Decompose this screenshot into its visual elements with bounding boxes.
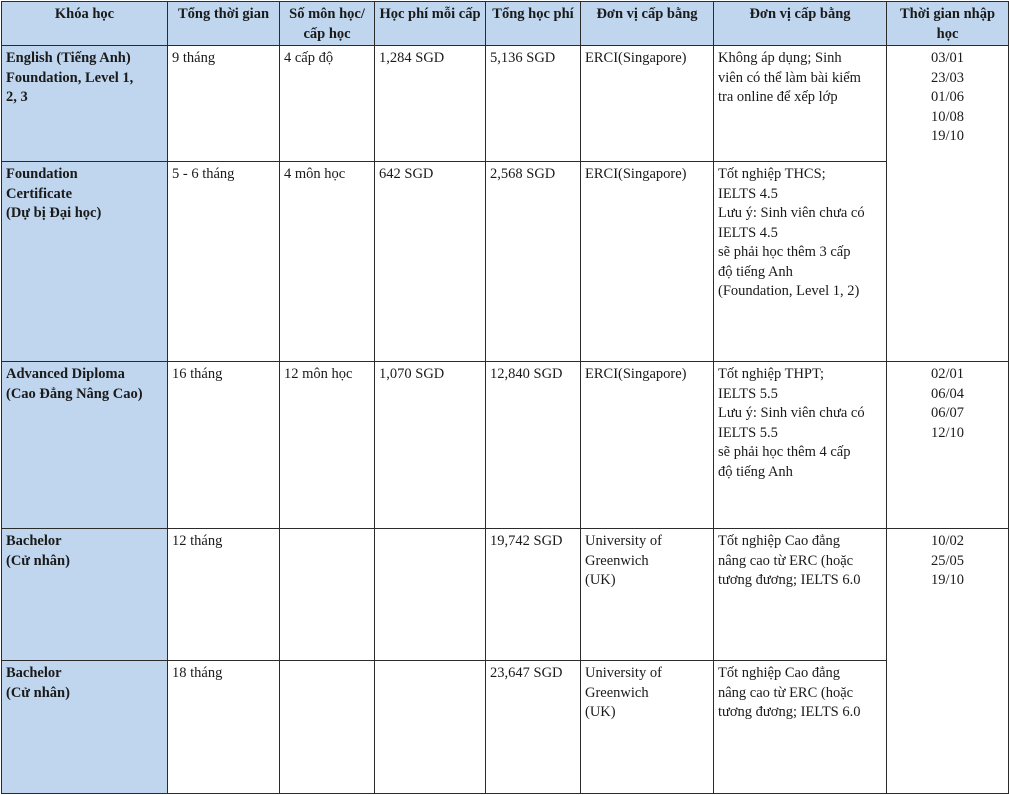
course-name-cell xyxy=(2,529,168,661)
requirement-line: sẽ phải học thêm 3 cấp xyxy=(718,244,851,260)
total-fee-cell: 23,647 SGD xyxy=(486,661,581,794)
intake-date: 02/01 xyxy=(930,366,965,382)
requirement-cell xyxy=(714,362,887,529)
requirement-line: tra online để xếp lớp xyxy=(718,89,838,105)
requirement-line: Tốt nghiệp THPT; xyxy=(718,366,825,382)
requirement-line: IELTS 5.5 xyxy=(718,385,778,402)
requirement-line: sẽ phải học thêm 4 cấp xyxy=(718,444,851,460)
course-name-line: English (Tiếng Anh) xyxy=(6,50,131,66)
awarding-line: (UK) xyxy=(585,704,616,720)
awarding-line: ERCI(Singapore) xyxy=(585,366,687,382)
header-fee-per: Học phí mỗi cấp xyxy=(375,2,486,46)
intake-date: 10/02 xyxy=(930,533,965,549)
course-name-line: (Dự bị Đại học) xyxy=(6,205,102,221)
course-name-line: Foundation xyxy=(6,166,78,182)
course-table xyxy=(1,1,1009,794)
course-name-line: Bachelor xyxy=(6,665,62,681)
requirement-line: nâng cao từ ERC (hoặc xyxy=(718,684,854,701)
requirement-cell xyxy=(714,162,887,362)
table-row xyxy=(2,362,1009,529)
header-units: Số môn học/ cấp học xyxy=(280,2,375,46)
requirement-line: viên có thể làm bài kiểm xyxy=(718,69,861,86)
table-row xyxy=(2,46,1009,162)
total-fee-cell: 5,136 SGD xyxy=(486,46,581,162)
requirement-line: Tốt nghiệp Cao đẳng xyxy=(718,665,841,681)
header-awarding: Đơn vị cấp bằng xyxy=(581,2,714,46)
requirement-cell xyxy=(714,46,887,162)
requirement-line: độ tiếng Anh xyxy=(718,463,793,480)
course-name-line: (Cử nhân) xyxy=(6,552,70,569)
table-row xyxy=(2,529,1009,661)
course-name-line: Advanced Diploma xyxy=(6,366,125,382)
requirement-line: tương đương; IELTS 6.0 xyxy=(718,572,861,588)
intake-cell xyxy=(887,46,1009,362)
total-fee-cell: 19,742 SGD xyxy=(486,529,581,661)
intake-date: 12/10 xyxy=(930,424,965,441)
awarding-line: University of xyxy=(585,665,662,681)
fee-per-cell: 1,070 SGD xyxy=(375,362,486,529)
duration-cell: 16 tháng xyxy=(168,362,280,529)
awarding-cell xyxy=(581,162,714,362)
header-intake: Thời gian nhập học xyxy=(887,2,1009,46)
duration-cell: 12 tháng xyxy=(168,529,280,661)
awarding-line: ERCI(Singapore) xyxy=(585,50,687,66)
header-requirement: Đơn vị cấp bằng xyxy=(714,2,887,46)
course-name-line: Certificate xyxy=(6,185,73,202)
total-fee-cell: 2,568 SGD xyxy=(486,162,581,362)
duration-cell: 18 tháng xyxy=(168,661,280,794)
units-cell: 12 môn học xyxy=(280,362,375,529)
course-name-cell xyxy=(2,661,168,794)
course-name-line: (Cử nhân) xyxy=(6,684,70,701)
requirement-cell xyxy=(714,661,887,794)
awarding-line: ERCI(Singapore) xyxy=(585,166,687,182)
total-fee-cell: 12,840 SGD xyxy=(486,362,581,529)
course-name-line: Foundation, Level 1, xyxy=(6,69,134,86)
intake-date: 25/05 xyxy=(930,552,965,569)
intake-date: 06/04 xyxy=(930,385,965,402)
awarding-line: University of xyxy=(585,533,662,549)
duration-cell: 9 tháng xyxy=(168,46,280,162)
duration-cell: 5 - 6 tháng xyxy=(168,162,280,362)
course-name-cell xyxy=(2,46,168,162)
requirement-line: nâng cao từ ERC (hoặc xyxy=(718,552,854,569)
requirement-line: Tốt nghiệp THCS; xyxy=(718,166,826,182)
awarding-line: Greenwich xyxy=(585,684,649,701)
header-duration: Tổng thời gian xyxy=(168,2,280,46)
requirement-line: (Foundation, Level 1, 2) xyxy=(718,283,860,299)
requirement-line: Lưu ý: Sinh viên chưa có xyxy=(718,405,865,421)
table-row xyxy=(2,661,1009,794)
intake-date: 06/07 xyxy=(930,405,965,421)
fee-per-cell: 642 SGD xyxy=(375,162,486,362)
fee-per-cell: 1,284 SGD xyxy=(375,46,486,162)
requirement-line: Lưu ý: Sinh viên chưa có xyxy=(718,205,865,221)
requirement-line: độ tiếng Anh xyxy=(718,263,793,280)
requirement-cell xyxy=(714,529,887,661)
awarding-cell xyxy=(581,362,714,529)
intake-cell xyxy=(887,362,1009,529)
intake-date: 01/06 xyxy=(930,89,965,105)
course-name-line: Bachelor xyxy=(6,533,62,549)
header-total-fee: Tổng học phí xyxy=(486,2,581,46)
header-row xyxy=(2,2,1009,46)
requirement-line: tương đương; IELTS 6.0 xyxy=(718,704,861,720)
requirement-line: IELTS 4.5 xyxy=(718,224,778,241)
units-cell: 4 môn học xyxy=(280,162,375,362)
intake-date: 19/10 xyxy=(930,128,965,144)
intake-cell xyxy=(887,529,1009,794)
awarding-line: (UK) xyxy=(585,572,616,588)
course-name-line: 2, 3 xyxy=(6,89,28,105)
fee-per-cell xyxy=(375,661,486,794)
awarding-cell xyxy=(581,529,714,661)
requirement-line: Tốt nghiệp Cao đẳng xyxy=(718,533,841,549)
units-cell: 4 cấp độ xyxy=(280,46,375,162)
units-cell xyxy=(280,529,375,661)
course-name-cell xyxy=(2,162,168,362)
header-course: Khóa học xyxy=(2,2,168,46)
course-name-cell xyxy=(2,362,168,529)
awarding-cell xyxy=(581,46,714,162)
units-cell xyxy=(280,661,375,794)
awarding-line: Greenwich xyxy=(585,552,649,569)
course-name-line: (Cao Đẳng Nâng Cao) xyxy=(6,385,143,402)
requirement-line: IELTS 5.5 xyxy=(718,424,778,441)
table-row xyxy=(2,162,1009,362)
requirement-line: Không áp dụng; Sinh xyxy=(718,50,842,66)
fee-per-cell xyxy=(375,529,486,661)
intake-date: 10/08 xyxy=(930,108,965,125)
intake-date: 03/01 xyxy=(930,50,965,66)
intake-date: 19/10 xyxy=(930,572,965,588)
intake-date: 23/03 xyxy=(930,69,965,86)
requirement-line: IELTS 4.5 xyxy=(718,185,778,202)
awarding-cell xyxy=(581,661,714,794)
